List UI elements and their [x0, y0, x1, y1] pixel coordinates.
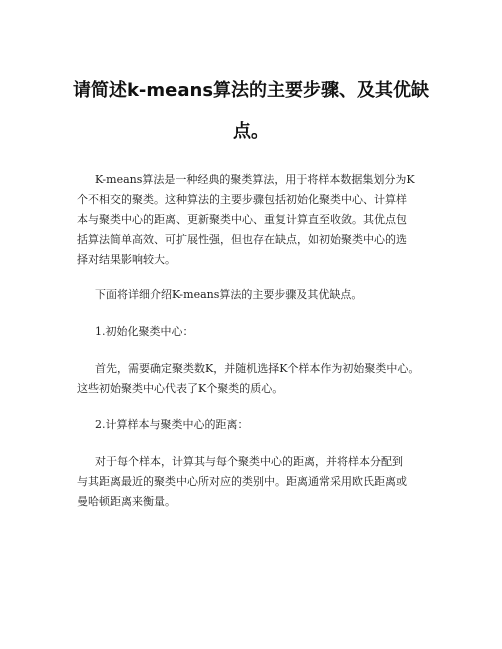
document-title-line-2: 点。 — [233, 121, 269, 142]
step-2-line-3: 曼哈顿距离来衡量。 — [77, 495, 176, 508]
intro-line-3: 本与聚类中心的距离、更新聚类中心、重复计算直至收敛。其优点包 — [77, 213, 407, 226]
step-2-heading: 2.计算样本与聚类中心的距离： — [95, 418, 249, 431]
intro-line-4: 括算法简单高效、可扩展性强，但也存在缺点，如初始聚类中心的选 — [77, 233, 407, 246]
step-1-heading: 1.初始化聚类中心： — [95, 325, 194, 338]
intro-line-1: K-means算法是一种经典的聚类算法，用于将样本数据集划分为K — [95, 173, 415, 186]
intro-line-2: 个不相交的聚类。这种算法的主要步骤包括初始化聚类中心、计算样 — [77, 193, 407, 206]
document-title-line-1: 请简述k-means算法的主要步骤、及其优缺 — [72, 80, 430, 101]
step-1-line-1: 首先，需要确定聚类数K，并随机选择K个样本作为初始聚类中心。 — [95, 362, 420, 375]
intro-line-5: 择对结果影响较大。 — [77, 253, 176, 266]
step-2-line-2: 与其距离最近的聚类中心所对应的类别中。距离通常采用欧氏距离或 — [77, 475, 407, 488]
lead-paragraph: 下面将详细介绍K-means算法的主要步骤及其优缺点。 — [95, 288, 363, 301]
step-1-line-2: 这些初始聚类中心代表了K个聚类的质心。 — [77, 382, 284, 395]
step-2-line-1: 对于每个样本，计算其与每个聚类中心的距离，并将样本分配到 — [95, 455, 403, 468]
